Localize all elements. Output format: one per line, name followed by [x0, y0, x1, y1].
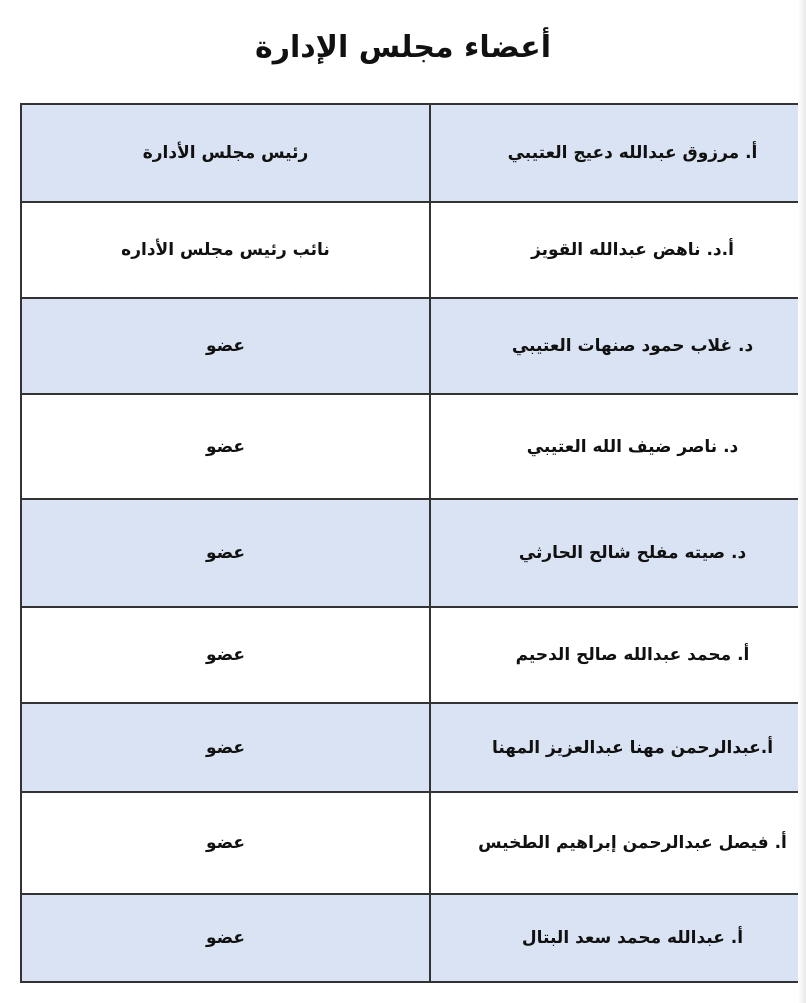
table-row — [21, 394, 806, 499]
table-row — [21, 607, 806, 703]
member-name: أ. عبدالله محمد سعد البتال — [430, 894, 806, 982]
table-row — [21, 792, 806, 894]
page-edge-shadow — [798, 0, 806, 1003]
member-role: عضو — [21, 298, 430, 394]
member-name: د. ناصر ضيف الله العتيبي — [430, 394, 806, 499]
member-role: عضو — [21, 394, 430, 499]
board-members-table — [20, 103, 806, 983]
member-name: د. غلاب حمود صنهات العتيبي — [430, 298, 806, 394]
table-row — [21, 499, 806, 607]
member-name: د. صيته مفلح شالح الحارثي — [430, 499, 806, 607]
member-name: أ.د. ناهض عبدالله القويز — [430, 202, 806, 298]
member-name: أ. محمد عبدالله صالح الدحيم — [430, 607, 806, 703]
table-row — [21, 202, 806, 298]
page-title: أعضاء مجلس الإدارة — [255, 30, 551, 65]
table-row — [21, 104, 806, 202]
member-name: أ. مرزوق عبدالله دعيج العتيبي — [430, 104, 806, 202]
member-role: عضو — [21, 499, 430, 607]
member-role: عضو — [21, 607, 430, 703]
table-row — [21, 703, 806, 792]
table-row — [21, 894, 806, 982]
member-role: رئيس مجلس الأدارة — [21, 104, 430, 202]
member-name: أ. فيصل عبدالرحمن إبراهيم الطخيس — [430, 792, 806, 894]
member-role: عضو — [21, 894, 430, 982]
table-row — [21, 298, 806, 394]
member-name: أ.عبدالرحمن مهنا عبدالعزيز المهنا — [430, 703, 806, 792]
member-role: عضو — [21, 703, 430, 792]
member-role: عضو — [21, 792, 430, 894]
member-role: نائب رئيس مجلس الأداره — [21, 202, 430, 298]
